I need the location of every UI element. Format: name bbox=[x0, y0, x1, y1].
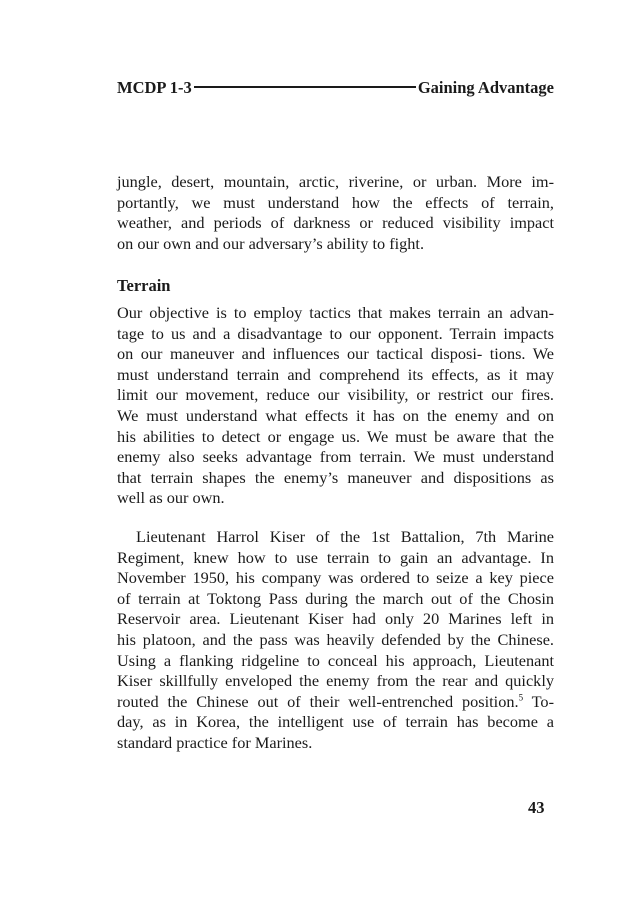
terrain-paragraph bbox=[117, 303, 554, 509]
text-line: Kiser skillfully enveloped the enemy from the rear and quickly bbox=[117, 671, 554, 691]
text-line: weather, and periods of darkness or reduced visibility impact bbox=[117, 213, 554, 233]
text-segment: routed the Chinese out of their well-entrenched position. bbox=[117, 691, 519, 711]
text-line: on our maneuver and influences our tactical disposi- tions. We bbox=[117, 344, 554, 364]
text-line: tage to us and a disadvantage to our opponent. Terrain impacts bbox=[117, 323, 554, 343]
text-line: We must understand what effects it has on the enemy and on bbox=[117, 405, 554, 425]
text-line: Reservoir area. Lieutenant Kiser had only 20 Marines left in bbox=[117, 609, 554, 629]
text-line: Using a flanking ridgeline to conceal his approach, Lieutenant bbox=[117, 650, 554, 670]
text-line: Regiment, knew how to use terrain to gain an advantage. In bbox=[117, 547, 554, 567]
text-line: his abilities to detect or engage us. We must be aware that the bbox=[117, 426, 554, 446]
footnote-reference: 5 bbox=[518, 692, 524, 703]
intro-paragraph bbox=[117, 172, 554, 254]
text-line: enemy also seeks advantage from terrain. We must understand bbox=[117, 447, 554, 467]
text-line: limit our movement, reduce our visibility, or restrict our fires. bbox=[117, 385, 554, 405]
header-rule bbox=[194, 86, 416, 88]
section-heading: Terrain bbox=[117, 276, 171, 295]
text-line: his platoon, and the pass was heavily defended by the Chinese. bbox=[117, 629, 554, 649]
text-line: jungle, desert, mountain, arctic, riverine, or urban. More im- bbox=[117, 172, 554, 191]
page-number: 43 bbox=[528, 798, 545, 817]
text-line: on our own and our adversary’s ability to fight. bbox=[117, 233, 425, 253]
text-line: Lieutenant Harrol Kiser of the 1st Battalion, 7th Marine bbox=[136, 527, 554, 546]
text-line: of terrain at Toktong Pass during the march out of the Chosin bbox=[117, 588, 554, 608]
text-line: portantly, we must understand how the effects of terrain, bbox=[117, 192, 554, 212]
text-line: day, as in Korea, the intelligent use of terrain has become a bbox=[117, 712, 554, 732]
text-line: well as our own. bbox=[117, 488, 225, 508]
kiser-paragraph bbox=[117, 527, 554, 754]
text-line bbox=[117, 692, 554, 713]
text-line: that terrain shapes the enemy’s maneuver and dispositions as bbox=[117, 467, 554, 487]
header-doc-id: MCDP 1-3 bbox=[117, 78, 192, 97]
text-line: must understand terrain and comprehend its effects, as it may bbox=[117, 364, 554, 384]
running-header bbox=[117, 78, 554, 98]
text-segment: To- bbox=[523, 691, 554, 711]
header-chapter-title: Gaining Advantage bbox=[417, 78, 554, 97]
text-line: Our objective is to employ tactics that makes terrain an advan- bbox=[117, 303, 554, 322]
text-line: standard practice for Marines. bbox=[117, 732, 313, 752]
text-line: November 1950, his company was ordered to seize a key piece bbox=[117, 568, 554, 588]
